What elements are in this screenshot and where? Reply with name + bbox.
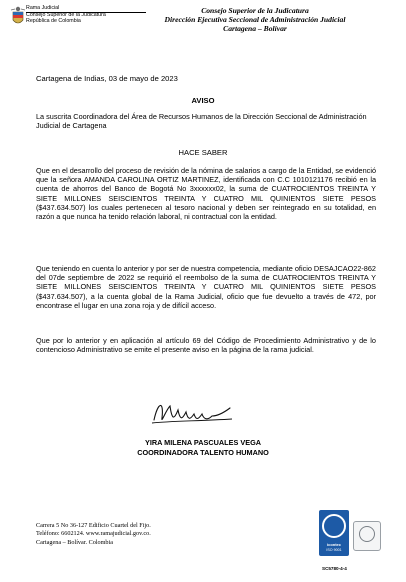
certification-seal-icon [322, 514, 346, 538]
footer-line: Carrera 5 No 36-127 Edificio Cuartel del Fijo. [36, 522, 151, 529]
signer-role: COORDINADORA TALENTO HUMANO [137, 448, 269, 457]
iqnet-certification-badge [353, 521, 381, 551]
header-title-line: Dirección Ejecutiva Seccional de Administración Judicial [164, 15, 346, 24]
certificate-code: SC5780-4-4 [322, 566, 347, 571]
body-paragraph: Que teniendo en cuenta lo anterior y por ser de nuestra competencia, mediante oficio DESAJCAO22-862 del 07de septiembre de 2022 se requirió el reembolso de la suma de CUATROCIENTOS TREINTA Y SIETE MILLONES SEISCIENTOS TREINTA Y CUATRO MIL QUINIENTOS SIETE PESOS ($437.634.507), a la cuenta global de la Rama Judicial, oficio que fue devuelto a través de 472, por encontrase el lugar en una zona roja y de difícil acceso. [36, 264, 376, 310]
header-title-line: Cartagena – Bolívar [223, 24, 287, 33]
certification-name: icontec [326, 542, 341, 547]
body-paragraph: Que en el desarrollo del proceso de revisión de la nómina de salarios a cargo de la Entidad, se evidenció que la señora AMANDA CAROLINA ORTIZ MARTINEZ, identificada con C.C 1010121176 recibió en la cuenta de ahorros del Banco de Bogotá No 3xxxxxx02, la suma de CUATROCIENTOS TREINTA Y SIETE MILLONES SEISCIENTOS TREINTA Y CUATRO MIL QUINIENTOS SIETE PESOS ($437.634.507) los cuales pertenecen al tesoro nacional y deben ser reintegrado en su totalidad, en razón a que nunca ha tenido relación laboral, ni contractual con la entidad. [36, 166, 376, 222]
document-title: AVISO [191, 96, 215, 105]
org-line: Rama Judicial [26, 5, 60, 11]
document-date: Cartagena de Indias, 03 de mayo de 2023 [36, 74, 178, 83]
footer-line: Cartagena – Bolívar. Colombia [36, 538, 113, 546]
intro-text: La suscrita Coordinadora del Área de Recursos Humanos de la Dirección Seccional de Administración Judicial de Cartagena [36, 112, 367, 131]
certification-standard: ISO 9001 [326, 548, 342, 552]
org-line: Consejo Superior de la Judicatura [26, 11, 106, 18]
body-paragraph: Que por lo anterior y en aplicación al artículo 69 del Código de Procedimiento Administrativo y de lo contencioso Administrativo se emite el presente aviso en la página de la rama judicial. [36, 336, 376, 355]
signer-block [0, 438, 406, 458]
footer-line: Teléfono: 6602124. www.ramajudicial.gov.co. [36, 530, 151, 538]
footer-contact [36, 522, 256, 547]
org-line: República de Colombia [26, 18, 81, 25]
header-title [110, 6, 400, 33]
coat-of-arms-icon [10, 6, 26, 28]
globe-icon [359, 526, 375, 542]
header-title-line: Consejo Superior de la Judicatura [201, 6, 309, 15]
icontec-certification-badge [319, 510, 349, 556]
hace-saber-heading: HACE SABER [178, 148, 228, 157]
signer-name: YIRA MILENA PASCUALES VEGA [144, 438, 262, 447]
handwritten-signature [150, 396, 234, 430]
